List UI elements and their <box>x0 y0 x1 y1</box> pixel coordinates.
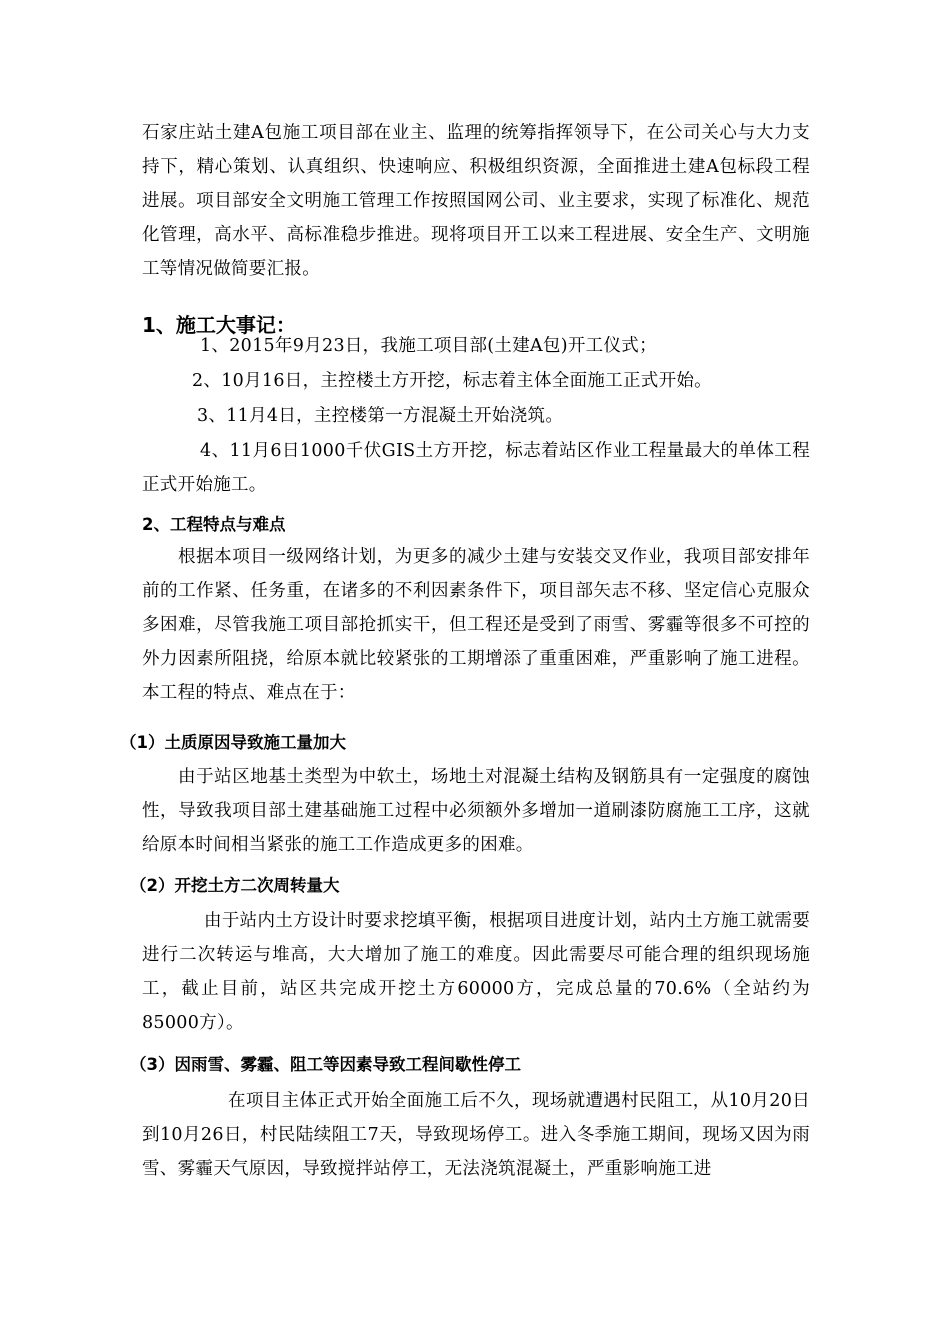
point-3-body: 在项目主体正式开始全面施工后不久，现场就遭遇村民阻工，从10月20日到10月26日，村民陆续阻工7天，导致现场停工。进入冬季施工期间，现场又因为雨雪、雾霾天气原因，导致搅拌站停工，无法浇筑混凝土，严重影响施工进 <box>142 1091 810 1179</box>
section-1-title: 1、施工大事记： <box>142 313 296 337</box>
section-2-title: 2、工程特点与难点 <box>142 515 286 534</box>
event-item: 3、11月4日，主控楼第一方混凝土开始浇筑。 <box>197 406 564 426</box>
section-2-intro: 根据本项目一级网络计划，为更多的减少土建与安装交叉作业，我项目部安排年前的工作紧、任务重，在诸多的不利因素条件下，项目部矢志不移、坚定信心克服众多困难，尽管我施工项目部抢抓实干，但工程还是受到了雨雪、雾霾等很多不可控的外力因素所阻挠，给原本就比较紧张的工期增添了重重困难，严重影响了施工进程。本工程的特点、难点在于： <box>142 547 810 703</box>
point-2-body: 由于站内土方设计时要求挖填平衡，根据项目进度计划，站内土方施工就需要进行二次转运与堆高，大大增加了施工的难度。因此需要尽可能合理的组织现场施工，截止目前，站区共完成开挖土方60000方，完成总量的70.6%（全站约为85000方）。 <box>142 911 810 1033</box>
point-1-title: （1）土质原因导致施工量加大 <box>120 733 346 752</box>
intro-paragraph: 石家庄站土建A包施工项目部在业主、监理的统筹指挥领导下，在公司关心与大力支持下，精心策划、认真组织、快速响应、积极组织资源，全面推进土建A包标段工程进展。项目部安全文明施工管理工作按照国网公司、业主要求，实现了标准化、规范化管理，高水平、高标准稳步推进。现将项目开工以来工程进展、安全生产、文明施工等情况做简要汇报。 <box>142 123 810 279</box>
event-item: 2、10月16日，主控楼土方开挖，标志着主体全面施工正式开始。 <box>192 371 712 391</box>
event-item: 1、2015年9月23日，我施工项目部(土建A包)开工仪式； <box>200 336 657 356</box>
point-2-title: （2）开挖土方二次周转量大 <box>130 876 340 895</box>
point-1-body: 由于站区地基土类型为中软土，场地土对混凝土结构及钢筋具有一定强度的腐蚀性，导致我项目部土建基础施工过程中必须额外多增加一道刷漆防腐施工工序，这就给原本时间相当紧张的施工工作造成更多的困难。 <box>142 767 810 855</box>
point-3-title: （3）因雨雪、雾霾、阻工等因素导致工程间歇性停工 <box>130 1055 521 1074</box>
event-item: 4、11月6日1000千伏GIS土方开挖，标志着站区作业工程量最大的单体工程正式开始施工。 <box>142 441 810 495</box>
